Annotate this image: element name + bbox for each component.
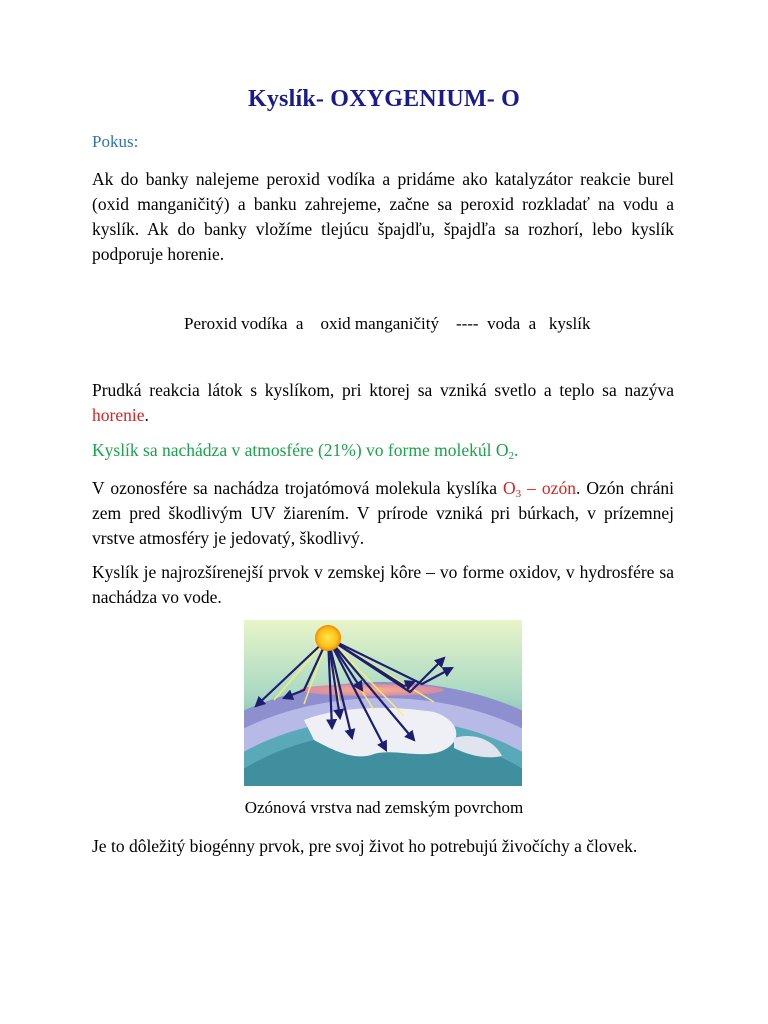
paragraph-biogenic: Je to dôležitý biogénny prvok, pre svoj život ho potrebujú živočíchy a človek. [92,836,638,856]
title-part-1: Kyslík- [247,86,325,112]
paragraph-earth-crust: Kyslík je najrozšírenejší prvok v zemskej kôre – vo forme oxidov, v hydrosfére sa nachádza vo vode. [92,562,674,607]
burning-text: Prudká reakcia látok s kyslíkom, pri ktorej sa vzniká svetlo a teplo sa nazýva [92,380,674,400]
burning-term: horenie [92,405,145,425]
burning-end: . [144,405,149,425]
ozone-name: – ozón [521,478,576,498]
atmosphere-end: . [513,440,519,460]
title-part-2: OXYGENIUM- O [330,86,521,112]
paragraph-ozone [92,476,674,551]
figure-caption: Ozónová vrstva nad zemským povrchom [244,798,524,817]
paragraph-experiment: Ak do banky nalejeme peroxid vodíka a pridáme ako katalyzátor reakcie burel (oxid manganičitý) a banku zahrejeme, začne sa peroxid rozkladať na vodu a kyslík. Ak do banky vložíme tlejúcu špajdľu, špajdľa sa rozhorí, lebo kyslík podporuje horenie. [92,169,674,264]
ozone-formula [503,478,576,498]
atmosphere-text: Kyslík sa nachádza v atmosfére (21%) vo forme molekúl O [92,440,509,460]
pokus-label: Pokus: [92,132,139,151]
page-title [0,86,768,113]
paragraph-burning [92,378,674,428]
ozone-layer-illustration [244,620,522,786]
reaction-equation: Peroxid vodíka a oxid manganičitý ---- voda a kyslík [184,314,591,333]
atmosphere-subscript: 2 [508,450,514,462]
ozone-subscript: 3 [515,488,522,500]
ozone-text: V ozonosfére sa nachádza trojatómová molekula kyslíka [92,478,504,498]
paragraph-atmosphere [92,438,674,463]
ozone-layer-image [244,620,522,786]
ozone-o: O [503,478,516,498]
ozone-end: . Ozón chráni zem pred škodlivým UV žiarením. V prírode vzniká pri búrkach, v prízemnej vrstve atmosféry je jedovatý, škodlivý. [92,478,674,548]
